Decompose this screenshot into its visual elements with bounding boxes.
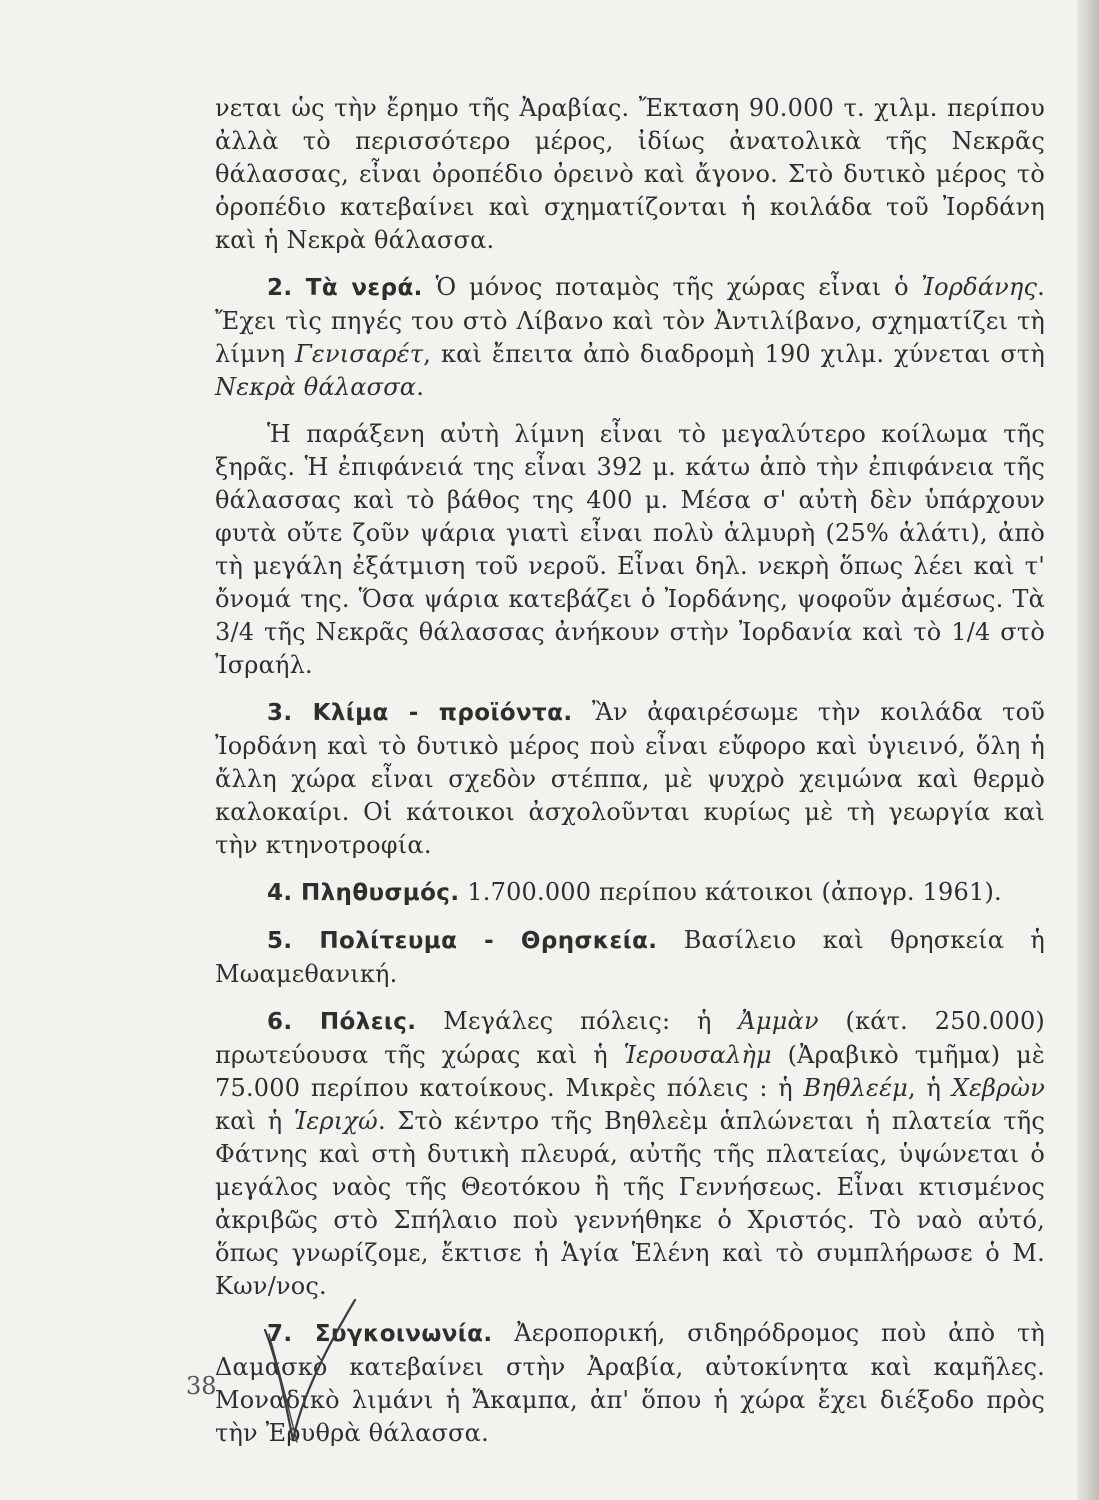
italic-text-segment: Βηθλεέμ	[803, 1074, 908, 1102]
text-segment: Ἂν ἀφαιρέσωμε τὴν κοιλάδα τοῦ Ἰορδάνη καὶ τὸ δυτικὸ μέρος ποὺ εἶναι εὔφορο καὶ ὑγιεινό, ὅλη ἡ ἄλλη χώρα εἶναι σχεδὸν στέππα, μὲ ψυχρὸ χειμώνα καὶ θερμὸ καλοκαίρι. Οἱ κάτοικοι ἀσχολοῦνται κυρίως μὲ τὴ γεωργία καὶ τὴν κτηνοτροφία.	[215, 698, 1046, 859]
text-segment: . Ἔχει τὶς πηγές του στὸ Λίβανο καὶ τὸν Ἀντιλίβανο, σχηματίζει τὴ λίμνη	[215, 273, 1045, 368]
page-number: 38	[186, 1372, 217, 1400]
paragraph-p4	[215, 876, 1045, 910]
italic-text-segment: Ἱερουσαλὴμ	[623, 1041, 772, 1069]
text-segment: , καὶ ἔπειτα ἀπὸ διαδρομὴ 190 χιλμ. χύνεται στὴ	[423, 340, 1045, 368]
paragraph-p0: νεται ὡς τὴν ἔρημο τῆς Ἀραβίας. Ἔκταση 90.000 τ. χιλμ. περίπου ἀλλὰ τὸ περισσότερο μέρος, ἰδίως ἀνατολικὰ τῆς Νεκρᾶς θάλασσας, εἶναι ὀροπέδιο ὀρεινὸ καὶ ἄγονο. Στὸ δυτικὸ μέρος τὸ ὀροπέδιο κατεβαίνει καὶ σχηματίζονται ἡ κοιλάδα τοῦ Ἰορδάνη καὶ ἡ Νεκρὰ θάλασσα.	[215, 94, 1045, 254]
paragraph-p5	[215, 924, 1045, 991]
italic-text-segment: Γενισαρέτ	[295, 340, 424, 368]
text-segment: (κάτ. 250.000) πρωτεύουσα τῆς χώρας καὶ ἡ	[215, 1007, 1045, 1069]
page-binding-edge	[1077, 0, 1099, 1500]
italic-text-segment: Χεβρὼν	[951, 1074, 1045, 1102]
text-segment: 1.700.000 περίπου κάτοικοι (ἀπογρ. 1961).	[459, 878, 1002, 906]
text-segment: (Ἀραβικὸ τμῆμα) μὲ 75.000 περίπου κατοίκους. Μικρὲς πόλεις : ἡ	[215, 1041, 1045, 1102]
text-segment: , ἡ	[907, 1074, 952, 1102]
page-text-block	[215, 92, 1045, 1464]
text-segment: Βασίλειο καὶ θρησκεία ἡ Μωαμεθανική.	[215, 926, 1045, 988]
paragraph-p3	[215, 696, 1045, 862]
text-segment: .	[416, 373, 425, 401]
text-segment: . Στὸ κέντρο τῆς Βηθλεὲμ ἁπλώνεται ἡ πλατεία τῆς Φάτνης καὶ στὴ δυτικὴ πλευρά, αὐτῆς τῆς πλατείας, ὑψώνεται ὁ μεγάλος ναὸς τῆς Θεοτόκου ἢ τῆς Γεννήσεως. Εἶναι κτισμένος ἀκριβῶς στὸ Σπήλαιο ποὺ γεννήθηκε ὁ Χριστός. Τὸ ναὸ αὐτό, ὅπως γνωρίζομε, ἔκτισε ἡ Ἁγία Ἑλένη καὶ τὸ συμπλήρωσε ὁ Μ. Κων/νος.	[215, 1107, 1045, 1300]
text-segment: Μεγάλες πόλεις: ἡ	[416, 1007, 739, 1035]
text-segment: Ἀεροπορική, σιδηρόδρομος ποὺ ἀπὸ τὴ Δαμασκὸ κατεβαίνει στὴν Ἀραβία, αὐτοκίνητα καὶ καμῆλες. Μοναδικὸ λιμάνι ἡ Ἄκαμπα, ἀπ' ὅπου ἡ χώρα ἔχει διέξοδο πρὸς τὴν Ἐρυθρὰ θάλασσα.	[215, 1319, 1045, 1447]
section-heading: 3. Κλίμα - προϊόντα.	[267, 700, 573, 726]
handwritten-mark	[255, 1290, 365, 1450]
paragraph-p6	[215, 1005, 1045, 1303]
paragraph-p1	[215, 271, 1045, 404]
text-segment: καὶ ἡ	[215, 1107, 294, 1135]
italic-text-segment: Ἱεριχώ	[293, 1107, 378, 1135]
section-heading: 4. Πληθυσμός.	[267, 880, 460, 906]
italic-text-segment: Ἀμμὰν	[738, 1007, 819, 1035]
section-heading: 7. Συγκοινωνία.	[267, 1321, 493, 1347]
section-heading: 6. Πόλεις.	[267, 1009, 417, 1035]
italic-text-segment: Ἰορδάνης	[921, 273, 1038, 301]
section-heading: 5. Πολίτευμα - Θρησκεία.	[267, 928, 658, 954]
text-segment: Ὁ μόνος ποταμὸς τῆς χώρας εἶναι ὁ	[422, 273, 922, 301]
paragraph-p2: Ἡ παράξενη αὐτὴ λίμνη εἶναι τὸ μεγαλύτερο κοίλωμα τῆς ξηρᾶς. Ἡ ἐπιφάνειά της εἶναι 392 μ. κάτω ἀπὸ τὴν ἐπιφάνεια τῆς θάλασσας καὶ τὸ βάθος της 400 μ. Μέσα σ' αὐτὴ δὲν ὑπάρχουν φυτὰ οὔτε ζοῦν ψάρια γιατὶ εἶναι πολὺ ἁλμυρὴ (25% ἁλάτι), ἀπὸ τὴ μεγάλη ἐξάτμιση τοῦ νεροῦ. Εἶναι δηλ. νεκρὴ ὅπως λέει καὶ τ' ὄνομά της. Ὅσα ψάρια κατεβάζει ὁ Ἰορδάνης, ψοφοῦν ἀμέσως. Τὰ 3/4 τῆς Νεκρᾶς θάλασσας ἀνήκουν στὴν Ἰορδανία καὶ τὸ 1/4 στὸ Ἰσραήλ.	[215, 420, 1045, 679]
italic-text-segment: Νεκρὰ θάλασσα	[215, 373, 417, 401]
section-heading: 2. Τὰ νερά.	[267, 275, 423, 301]
